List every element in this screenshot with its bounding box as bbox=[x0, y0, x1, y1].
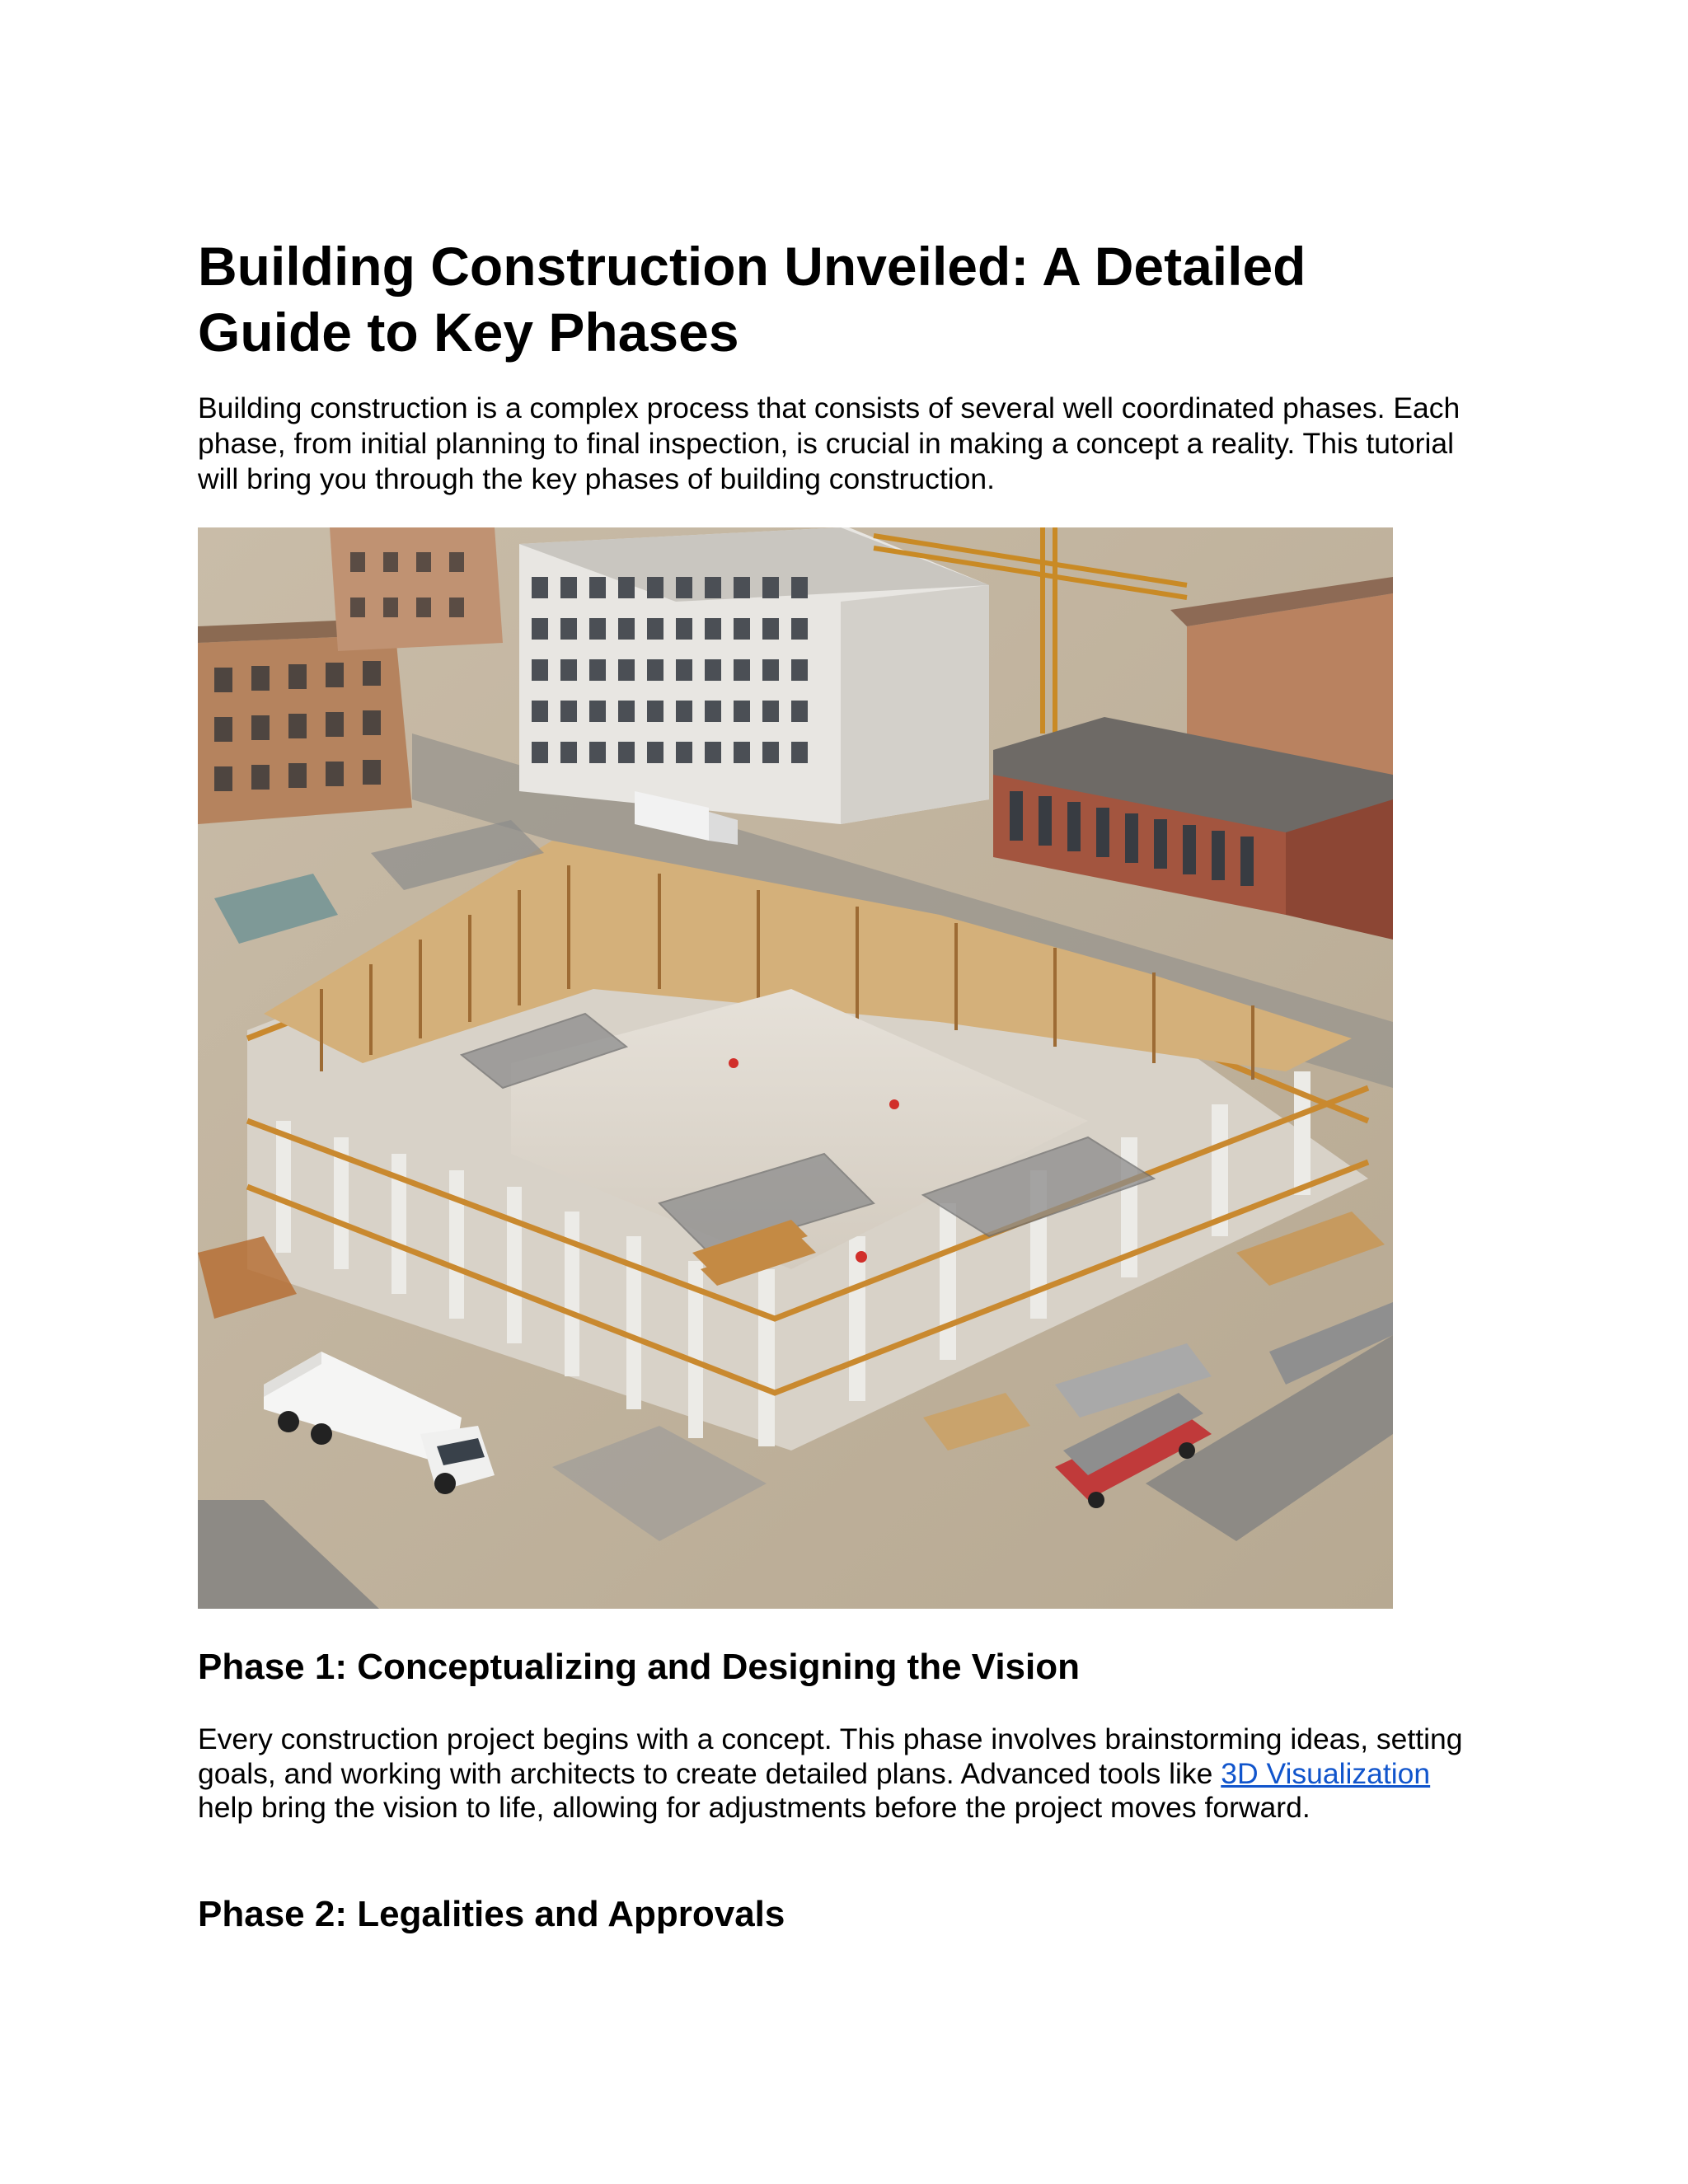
brick-building-far-left bbox=[330, 527, 503, 651]
phase-1-text-after: help bring the vision to life, allowing for adjustments before the project moves forward. bbox=[198, 1791, 1311, 1824]
brick-building-left bbox=[198, 618, 412, 824]
document-page bbox=[198, 0, 1500, 2184]
phase-1-paragraph bbox=[198, 1722, 1484, 1825]
construction-site-image bbox=[198, 527, 1393, 1609]
intro-paragraph: Building construction is a complex process that consists of several well coordinated phases. Each phase, from initial planning to final inspection, is crucial in making a concept a reality. This tutorial will bring you through the key phases of building construction. bbox=[198, 391, 1461, 495]
phase-1-text-before: Every construction project begins with a concept. This phase involves brainstorming ideas, setting goals, and working with architects to create detailed plans. Advanced tools like bbox=[198, 1722, 1463, 1790]
page-title: Building Construction Unveiled: A Detailed Guide to Key Phases bbox=[198, 236, 1306, 363]
phase-1-heading: Phase 1: Conceptualizing and Designing the Vision bbox=[198, 1647, 1081, 1687]
white-office-building bbox=[519, 527, 989, 824]
construction-site-illustration bbox=[198, 527, 1393, 1609]
phase-2-heading: Phase 2: Legalities and Approvals bbox=[198, 1894, 785, 1934]
3d-visualization-link[interactable]: 3D Visualization bbox=[1221, 1756, 1431, 1790]
